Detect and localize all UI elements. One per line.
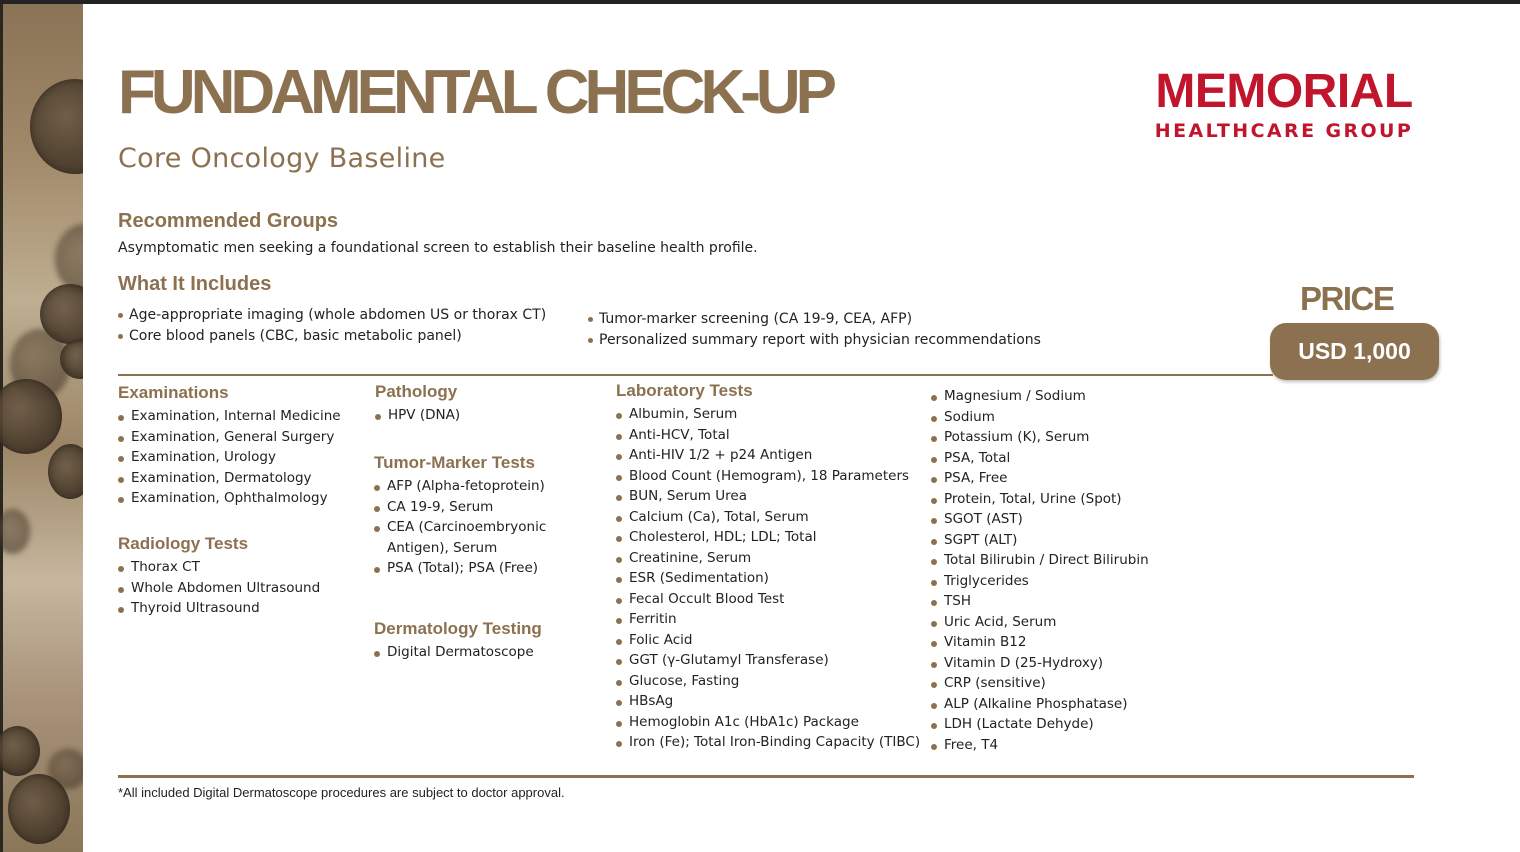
list-item: Examination, Urology bbox=[118, 447, 341, 468]
bullet-icon bbox=[931, 539, 937, 545]
list-item: Vitamin B12 bbox=[931, 632, 1191, 653]
bullet-icon bbox=[931, 641, 937, 647]
bullet-icon bbox=[616, 721, 622, 727]
list-item: Ferritin bbox=[616, 609, 926, 630]
list-item: Iron (Fe); Total Iron-Binding Capacity (TIBC) bbox=[616, 732, 926, 753]
radiology-heading: Radiology Tests bbox=[118, 534, 249, 553]
bullet-icon bbox=[616, 413, 622, 419]
list-item: Blood Count (Hemogram), 18 Parameters bbox=[616, 466, 926, 487]
list-item: Examination, Internal Medicine bbox=[118, 406, 341, 427]
bullet-icon bbox=[931, 723, 937, 729]
bullet-icon bbox=[931, 682, 937, 688]
list-item: Albumin, Serum bbox=[616, 404, 926, 425]
list-item: HBsAg bbox=[616, 691, 926, 712]
list-item: Calcium (Ca), Total, Serum bbox=[616, 507, 926, 528]
pathology-section bbox=[375, 382, 605, 426]
list-item: Fecal Occult Blood Test bbox=[616, 589, 926, 610]
footnote: *All included Digital Dermatoscope procedures are subject to doctor approval. bbox=[118, 785, 565, 800]
list-item: Core blood panels (CBC, basic metabolic panel) bbox=[118, 326, 546, 347]
list-item: Examination, Dermatology bbox=[118, 468, 341, 489]
page-title: FUNDAMENTAL CHECK-UP bbox=[118, 58, 832, 127]
list-item: Tumor-marker screening (CA 19-9, CEA, AFP) bbox=[588, 309, 1041, 330]
tumor-marker-section bbox=[374, 453, 559, 579]
list-item: Vitamin D (25-Hydroxy) bbox=[931, 653, 1191, 674]
bullet-icon bbox=[931, 621, 937, 627]
bullet-icon bbox=[931, 662, 937, 668]
bullet-icon bbox=[931, 600, 937, 606]
dermatology-heading: Dermatology Testing bbox=[374, 619, 542, 638]
list-item: Examination, Ophthalmology bbox=[118, 488, 341, 509]
page-subtitle: Core Oncology Baseline bbox=[118, 143, 446, 174]
section-divider-top bbox=[118, 374, 1273, 376]
bullet-icon bbox=[616, 618, 622, 624]
bullet-icon bbox=[616, 639, 622, 645]
list-item: Examination, General Surgery bbox=[118, 427, 341, 448]
bullet-icon bbox=[616, 700, 622, 706]
bullet-icon bbox=[931, 477, 937, 483]
bullet-icon bbox=[374, 567, 380, 573]
bullet-icon bbox=[374, 485, 380, 491]
list-item: AFP (Alpha-fetoprotein) bbox=[374, 476, 559, 497]
list-item: PSA (Total); PSA (Free) bbox=[374, 558, 559, 579]
bullet-icon bbox=[616, 516, 622, 522]
examinations-list bbox=[118, 406, 341, 509]
list-item: Age-appropriate imaging (whole abdomen US or thorax CT) bbox=[118, 305, 546, 326]
bullet-icon bbox=[616, 577, 622, 583]
laboratory-heading: Laboratory Tests bbox=[616, 381, 753, 400]
bullet-icon bbox=[375, 414, 381, 420]
list-item: Personalized summary report with physician recommendations bbox=[588, 330, 1041, 351]
list-item: SGPT (ALT) bbox=[931, 530, 1191, 551]
bullet-icon bbox=[931, 436, 937, 442]
bullet-icon bbox=[118, 477, 124, 483]
tumor-marker-list bbox=[374, 476, 559, 579]
recommended-groups-text: Asymptomatic men seeking a foundational screen to establish their baseline health profile. bbox=[118, 240, 758, 256]
list-item: Potassium (K), Serum bbox=[931, 427, 1191, 448]
list-item: Glucose, Fasting bbox=[616, 671, 926, 692]
bullet-icon bbox=[118, 456, 124, 462]
dermatology-section bbox=[374, 619, 604, 663]
bullet-icon bbox=[616, 598, 622, 604]
pathology-list bbox=[375, 405, 605, 426]
examinations-heading: Examinations bbox=[118, 383, 229, 402]
list-item: ESR (Sedimentation) bbox=[616, 568, 926, 589]
list-item: Thyroid Ultrasound bbox=[118, 598, 320, 619]
bullet-icon bbox=[118, 587, 124, 593]
list-item: BUN, Serum Urea bbox=[616, 486, 926, 507]
list-item: Sodium bbox=[931, 407, 1191, 428]
bullet-icon bbox=[118, 497, 124, 503]
includes-list-right bbox=[588, 309, 1041, 351]
bullet-icon bbox=[616, 454, 622, 460]
logo-wordmark: MEMORIAL bbox=[1155, 65, 1413, 118]
bullet-icon bbox=[118, 607, 124, 613]
logo-tagline: HEALTHCARE GROUP bbox=[1154, 120, 1414, 142]
section-divider-bottom bbox=[118, 775, 1414, 778]
list-item: Triglycerides bbox=[931, 571, 1191, 592]
recommended-groups-heading: Recommended Groups bbox=[118, 210, 339, 232]
includes-list-left bbox=[118, 305, 546, 347]
bullet-icon bbox=[931, 518, 937, 524]
list-item: Magnesium / Sodium bbox=[931, 386, 1191, 407]
bullet-icon bbox=[616, 475, 622, 481]
list-item: ALP (Alkaline Phosphatase) bbox=[931, 694, 1191, 715]
bullet-icon bbox=[118, 313, 123, 318]
list-item: Anti-HCV, Total bbox=[616, 425, 926, 446]
list-item: Protein, Total, Urine (Spot) bbox=[931, 489, 1191, 510]
laboratory-section-continued bbox=[931, 386, 1191, 755]
bullet-icon bbox=[588, 338, 593, 343]
laboratory-section bbox=[616, 381, 926, 753]
list-item: SGOT (AST) bbox=[931, 509, 1191, 530]
examinations-section bbox=[118, 383, 341, 509]
bullet-icon bbox=[118, 436, 124, 442]
list-item: Total Bilirubin / Direct Bilirubin bbox=[931, 550, 1191, 571]
price-label: PRICE bbox=[1300, 280, 1394, 317]
memorial-logo bbox=[1134, 65, 1434, 142]
list-item: PSA, Total bbox=[931, 448, 1191, 469]
list-item: CEA (Carcinoembryonic Antigen), Serum bbox=[374, 517, 559, 558]
list-item: Thorax CT bbox=[118, 557, 320, 578]
tumor-marker-heading: Tumor-Marker Tests bbox=[374, 453, 535, 472]
brochure-page bbox=[0, 4, 1520, 852]
bullet-icon bbox=[374, 526, 380, 532]
bullet-icon bbox=[931, 395, 937, 401]
what-it-includes-heading: What It Includes bbox=[118, 273, 272, 295]
bullet-icon bbox=[616, 557, 622, 563]
list-item: LDH (Lactate Dehyde) bbox=[931, 714, 1191, 735]
list-item: GGT (γ-Glutamyl Transferase) bbox=[616, 650, 926, 671]
list-item: Cholesterol, HDL; LDL; Total bbox=[616, 527, 926, 548]
list-item: Anti-HIV 1/2 + p24 Antigen bbox=[616, 445, 926, 466]
bullet-icon bbox=[616, 741, 622, 747]
bullet-icon bbox=[616, 536, 622, 542]
list-item: PSA, Free bbox=[931, 468, 1191, 489]
list-item: TSH bbox=[931, 591, 1191, 612]
price-badge bbox=[1270, 323, 1439, 380]
cell-graphic bbox=[30, 79, 83, 174]
radiology-list bbox=[118, 557, 320, 619]
price-value: USD 1,000 bbox=[1298, 338, 1411, 364]
radiology-section bbox=[118, 534, 320, 619]
laboratory-list-col1 bbox=[616, 404, 926, 753]
list-item: Hemoglobin A1c (HbA1c) Package bbox=[616, 712, 926, 733]
list-item: Whole Abdomen Ultrasound bbox=[118, 578, 320, 599]
list-item: HPV (DNA) bbox=[375, 405, 605, 426]
bullet-icon bbox=[616, 680, 622, 686]
list-item: Free, T4 bbox=[931, 735, 1191, 756]
decorative-cell-image-strip bbox=[0, 4, 83, 852]
bullet-icon bbox=[374, 506, 380, 512]
dermatology-list bbox=[374, 642, 604, 663]
list-item: Uric Acid, Serum bbox=[931, 612, 1191, 633]
laboratory-list-col2 bbox=[931, 386, 1191, 755]
bullet-icon bbox=[616, 434, 622, 440]
bullet-icon bbox=[118, 334, 123, 339]
list-item: Folic Acid bbox=[616, 630, 926, 651]
bullet-icon bbox=[118, 415, 124, 421]
bullet-icon bbox=[931, 498, 937, 504]
bullet-icon bbox=[931, 416, 937, 422]
bullet-icon bbox=[931, 559, 937, 565]
list-item: CA 19-9, Serum bbox=[374, 497, 559, 518]
bullet-icon bbox=[588, 317, 593, 322]
bullet-icon bbox=[374, 651, 380, 657]
pathology-heading: Pathology bbox=[375, 382, 458, 401]
bullet-icon bbox=[931, 744, 937, 750]
bullet-icon bbox=[616, 495, 622, 501]
bullet-icon bbox=[616, 659, 622, 665]
bullet-icon bbox=[931, 703, 937, 709]
bullet-icon bbox=[931, 580, 937, 586]
bullet-icon bbox=[931, 457, 937, 463]
list-item: Digital Dermatoscope bbox=[374, 642, 604, 663]
list-item: Creatinine, Serum bbox=[616, 548, 926, 569]
bullet-icon bbox=[118, 566, 124, 572]
list-item: CRP (sensitive) bbox=[931, 673, 1191, 694]
